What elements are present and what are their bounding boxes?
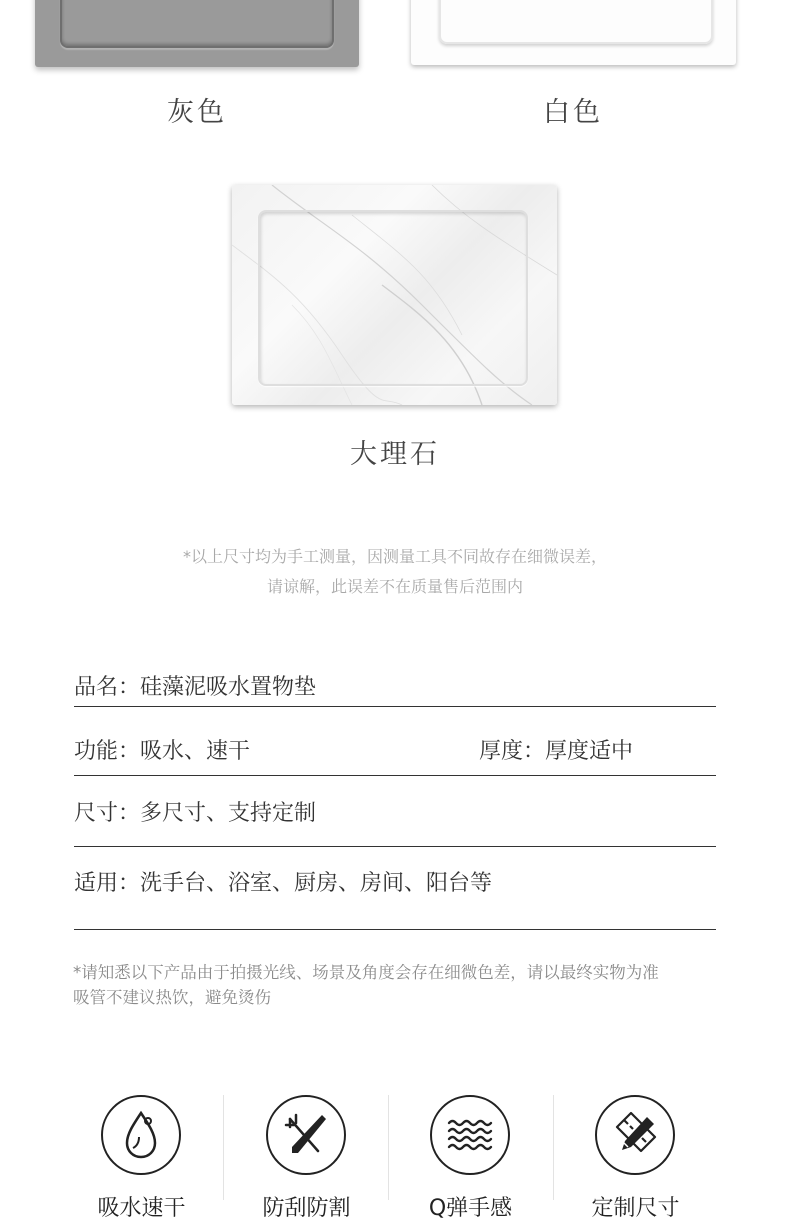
- spec-row-usage: [74, 847, 716, 930]
- white-swatch-label: 白色: [543, 97, 603, 128]
- product-name: 品名：硅藻泥吸水置物垫: [74, 675, 317, 700]
- measurement-disclaimer: [95, 542, 695, 602]
- product-usage: 适用：洗手台、浴室、厨房、房间、阳台等: [74, 871, 493, 896]
- color-difference-note-line2: 吸管不建议热饮，避免烫伤: [73, 988, 271, 1007]
- marble-swatch-image: [232, 185, 557, 405]
- feature-custom-size: [553, 1093, 718, 1221]
- feature-scratch-proof: [224, 1093, 389, 1221]
- gray-swatch-label: 灰色: [167, 97, 227, 128]
- feature-custom-size-label: 定制尺寸: [591, 1196, 680, 1221]
- spec-row-function: [74, 707, 716, 776]
- gray-swatch-inner-border: [60, 0, 334, 48]
- measurement-disclaimer-line1: *以上尺寸均为手工测量，因测量工具不同故存在细微误差，: [182, 547, 607, 566]
- product-function: 功能：吸水、速干: [74, 739, 251, 764]
- color-difference-note: [73, 960, 723, 1010]
- feature-absorb: [59, 1093, 224, 1221]
- product-thickness: 厚度：厚度适中: [479, 739, 634, 764]
- water-drop-icon: [101, 1095, 181, 1175]
- spec-row-name: [74, 660, 716, 707]
- marble-swatch-label: 大理石: [350, 439, 440, 470]
- waves-icon: [430, 1095, 510, 1175]
- feature-absorb-label: 吸水速干: [97, 1196, 186, 1221]
- feature-elastic-label: Q弹手感: [428, 1196, 513, 1221]
- white-swatch-inner-border: [439, 0, 713, 44]
- color-difference-note-line1: *请知悉以下产品由于拍摄光线、场景及角度会存在细微色差，请以最终实物为准: [73, 963, 659, 982]
- white-swatch-image: [411, 0, 736, 65]
- ruler-pencil-icon: [595, 1095, 675, 1175]
- measurement-disclaimer-line2: 请谅解，此误差不在质量售后范围内: [266, 577, 523, 596]
- marble-swatch-inner-border: [258, 210, 528, 386]
- feature-scratch-proof-label: 防刮防割: [262, 1196, 351, 1221]
- spec-row-size: [74, 776, 716, 847]
- product-size: 尺寸：多尺寸、支持定制: [74, 801, 317, 826]
- knife-fork-icon: [266, 1095, 346, 1175]
- gray-swatch-image: [35, 0, 359, 67]
- feature-elastic: [388, 1093, 553, 1221]
